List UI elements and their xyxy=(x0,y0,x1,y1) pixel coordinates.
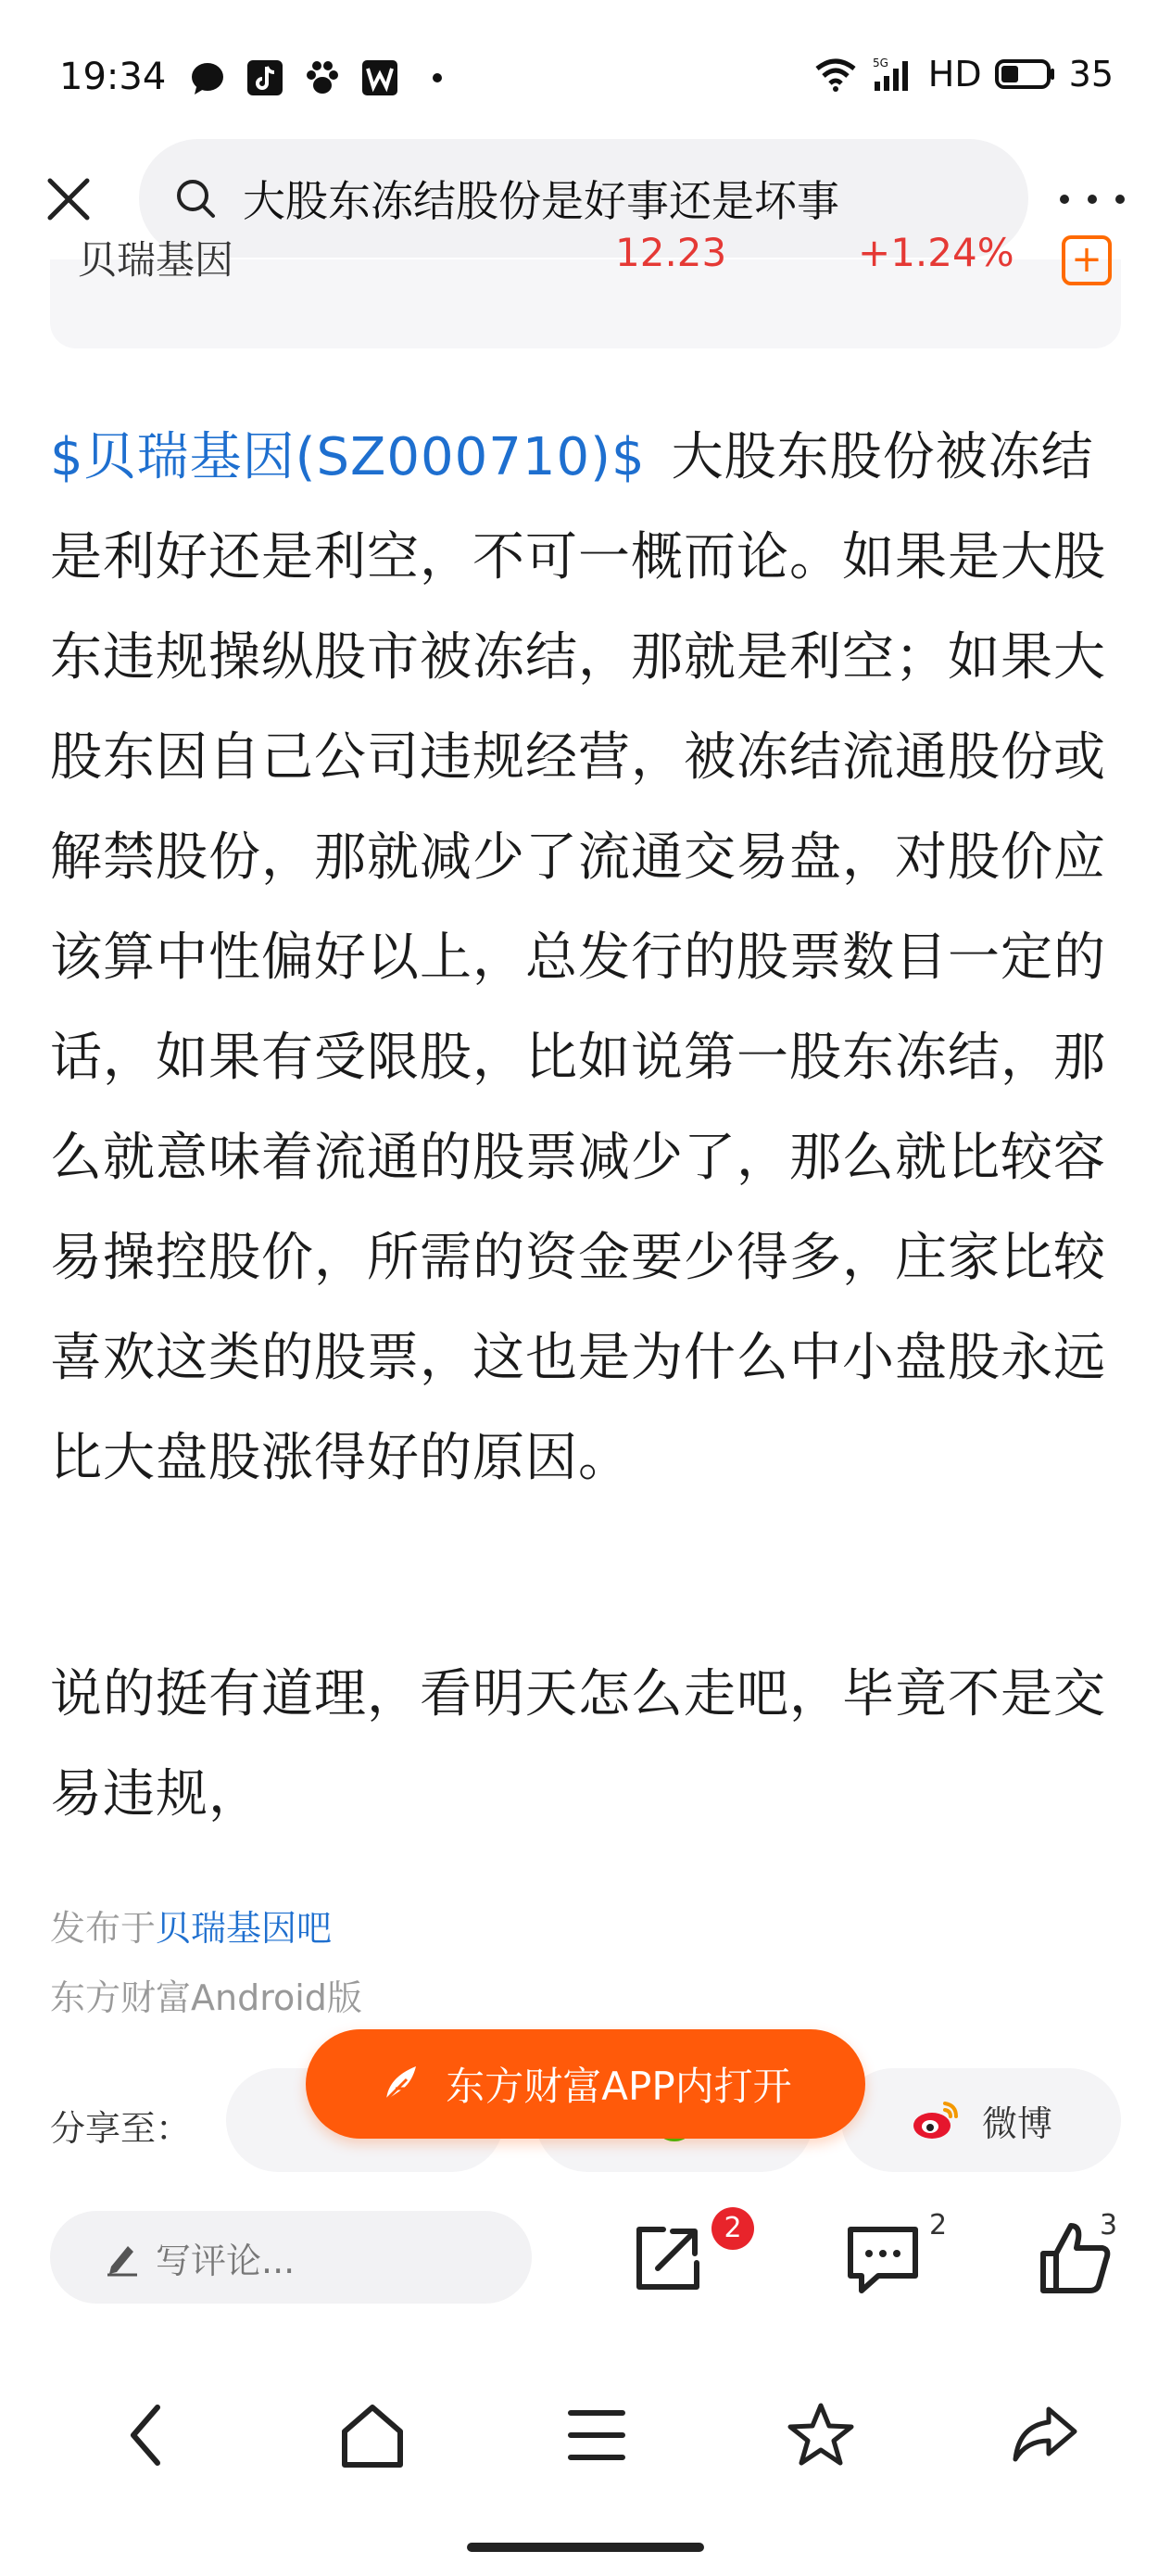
published-in xyxy=(50,1900,332,1951)
share-button[interactable] xyxy=(626,2216,710,2300)
open-in-app-button[interactable] xyxy=(306,2029,865,2139)
tiktok-icon xyxy=(246,59,283,96)
comment-text: 说的挺有道理，看明天怎么走吧，毕竟不是交易违规， xyxy=(50,1664,1106,1825)
signal-icon xyxy=(871,56,915,93)
search-icon xyxy=(174,177,217,220)
stock-card[interactable] xyxy=(50,230,1121,348)
home-indicator[interactable] xyxy=(467,2543,704,2552)
like-count: 3 xyxy=(1100,2209,1118,2241)
browser-nav xyxy=(0,2381,1171,2483)
pencil-icon xyxy=(104,2239,141,2276)
chat-bubble-icon xyxy=(189,59,226,96)
feather-icon xyxy=(379,2061,425,2107)
dot-icon xyxy=(419,59,456,96)
article-text: 大股东股份被冻结是利好还是利空，不可一概而论。如果是大股东违规操纵股市被冻结，那就是利空；如果大股东因自己公司违规经营，被冻结流通股份或解禁股份，那就减少了流通交易盘，对股价应该算中性偏好以上，总发行的股票数目一定的话，如果有受限股，比如说第一股东冻结，那么就意味着流通的股票减少了，那么就比较容易操控股价，所需的资金要少得多，庄家比较喜欢这类的股票，这也是为什么中小盘股永远比大盘股涨得好的原因。 xyxy=(50,427,1106,1488)
notification-icons xyxy=(189,59,456,96)
share-icon xyxy=(626,2216,710,2300)
stock-name: 贝瑞基因 xyxy=(78,237,234,283)
forward-share-icon[interactable] xyxy=(1008,2398,1082,2472)
wifi-icon xyxy=(813,56,858,93)
open-in-app-label: 东方财富APP内打开 xyxy=(446,2064,792,2109)
wps-icon xyxy=(361,59,398,96)
stock-tag-link[interactable]: $贝瑞基因(SZ000710)$ xyxy=(50,427,646,487)
share-weibo-button[interactable] xyxy=(841,2068,1121,2172)
add-stock-button[interactable]: + xyxy=(1062,235,1112,285)
paw-icon xyxy=(304,59,341,96)
client-label: 东方财富Android版 xyxy=(50,1977,362,2018)
status-time: 19:34 xyxy=(59,56,167,98)
stock-change: +1.24% xyxy=(858,230,1014,275)
comment-button[interactable] xyxy=(841,2216,925,2300)
share-label: 分享至： xyxy=(50,2108,192,2149)
bar-link[interactable]: 贝瑞基因吧 xyxy=(156,1908,333,1949)
published-prefix: 发布于 xyxy=(50,1908,157,1949)
weibo-icon xyxy=(910,2098,962,2142)
comment-count: 2 xyxy=(929,2209,948,2241)
more-icon[interactable] xyxy=(1060,181,1125,218)
share-badge: 2 xyxy=(711,2207,754,2250)
search-query: 大股东冻结股份是好事还是坏事 xyxy=(243,176,839,226)
article-body xyxy=(50,408,1125,1509)
comment-placeholder: 写评论... xyxy=(156,2240,296,2281)
menu-icon[interactable] xyxy=(560,2398,634,2472)
battery-level: 35 xyxy=(1068,54,1114,95)
back-icon[interactable] xyxy=(111,2398,185,2472)
home-icon[interactable] xyxy=(335,2398,409,2472)
comment-input[interactable] xyxy=(50,2211,532,2304)
status-right xyxy=(813,54,1114,95)
comment-icon xyxy=(841,2216,925,2300)
network-label: HD xyxy=(927,54,982,95)
weibo-label: 微博 xyxy=(981,2102,1052,2144)
status-bar xyxy=(0,0,1171,139)
star-icon[interactable] xyxy=(784,2398,858,2472)
svg-text:5G: 5G xyxy=(872,57,888,69)
close-icon[interactable] xyxy=(41,171,96,227)
battery-icon xyxy=(995,57,1056,91)
stock-row xyxy=(78,230,1102,295)
stock-price: 12.23 xyxy=(615,230,727,275)
